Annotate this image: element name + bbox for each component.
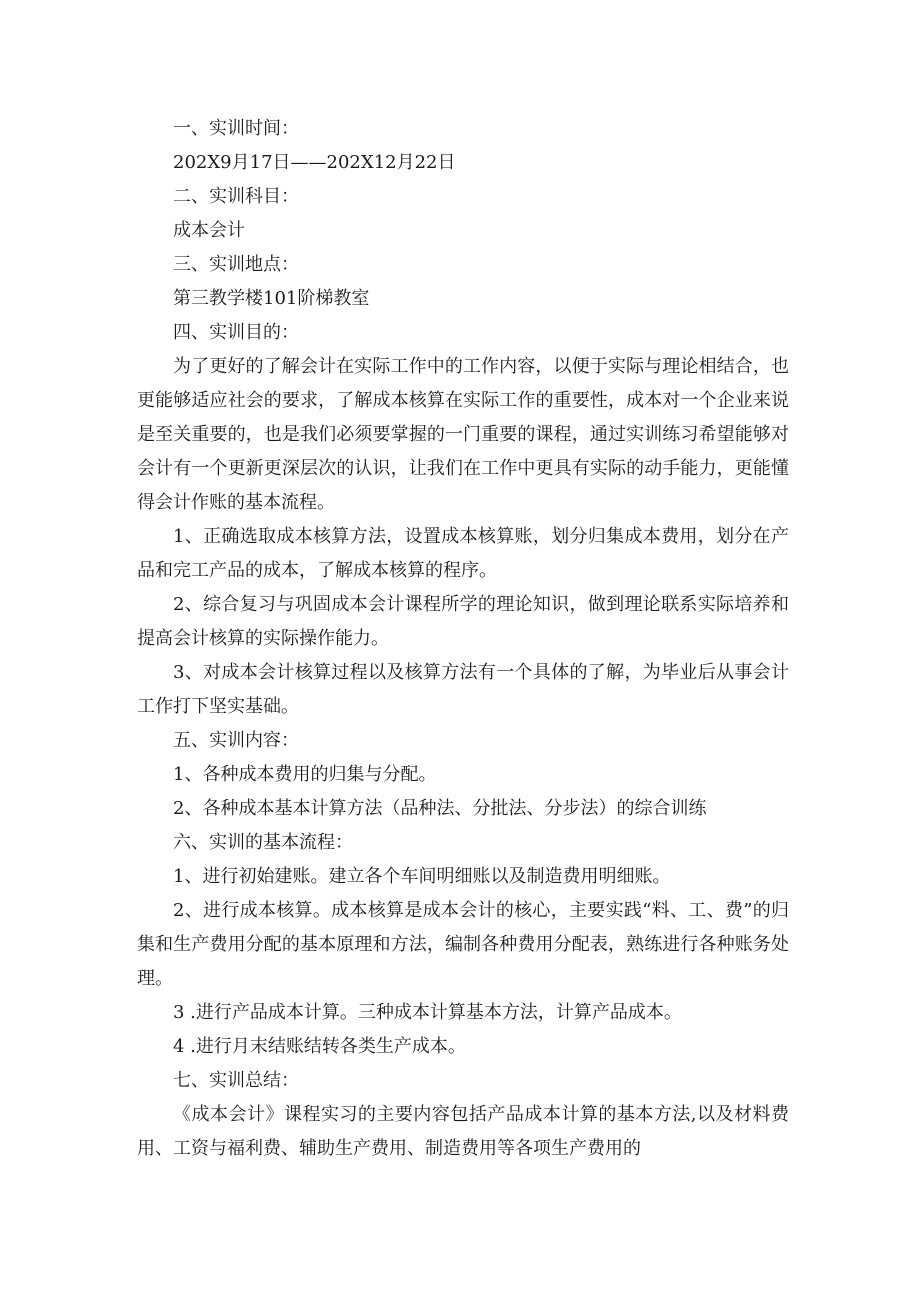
training-subject: 成本会计 <box>173 220 245 241</box>
content-item-1: 1、各种成本费用的归集与分配。 <box>173 764 437 785</box>
purpose-item-2: 2、综合复习与巩固成本会计课程所学的理论知识，做到理论联系实际培养和提高会计核算的实际操作能力。 <box>137 594 789 649</box>
purpose-paragraph: 为了更好的了解会计在实际工作中的工作内容，以便于实际与理论相结合，也更能够适应社会的要求，了解成本核算在实际工作的重要性，成本对一个企业来说是至关重要的，也是我们必须要掌握的一门重要的课程，通过实训练习希望能够对会计有一个更新更深层次的认识，让我们在工作中更具有实际的动手能力，更能懂得会计作账的基本流程。 <box>137 356 789 513</box>
summary-paragraph: 《成本会计》课程实习的主要内容包括产品成本计算的基本方法,以及材料费用、工资与福利费、辅助生产费用、制造费用等各项生产费用的 <box>137 1104 789 1159</box>
training-dates: 202X9月17日——202X12月22日 <box>173 152 456 173</box>
section-heading-process: 六、实训的基本流程： <box>173 832 353 853</box>
document-body <box>137 112 789 1166</box>
section-heading-purpose: 四、实训目的： <box>173 322 299 343</box>
process-item-2: 2、进行成本核算。成本核算是成本会计的核心，主要实践“料、工、费”的归集和生产费用分配的基本原理和方法，编制各种费用分配表，熟练进行各种账务处理。 <box>137 900 789 989</box>
process-item-4: 4 .进行月末结账结转各类生产成本。 <box>173 1036 466 1057</box>
purpose-item-1: 1、正确选取成本核算方法，设置成本核算账，划分归集成本费用，划分在产品和完工产品的成本，了解成本核算的程序。 <box>137 526 789 581</box>
section-heading-subject: 二、实训科目： <box>173 186 299 207</box>
content-item-2: 2、各种成本基本计算方法（品种法、分批法、分步法）的综合训练 <box>173 798 707 819</box>
section-heading-content: 五、实训内容： <box>173 730 299 751</box>
purpose-item-3: 3、对成本会计核算过程以及核算方法有一个具体的了解，为毕业后从事会计工作打下坚实基础。 <box>137 662 789 717</box>
section-heading-summary: 七、实训总结： <box>173 1070 299 1091</box>
section-heading-time: 一、实训时间： <box>173 118 299 139</box>
process-item-1: 1、进行初始建账。建立各个车间明细账以及制造费用明细账。 <box>173 866 671 887</box>
training-location: 第三教学楼101阶梯教室 <box>173 288 370 309</box>
process-item-3: 3 .进行产品成本计算。三种成本计算基本方法，计算产品成本。 <box>173 1002 682 1023</box>
section-heading-location: 三、实训地点： <box>173 254 299 275</box>
